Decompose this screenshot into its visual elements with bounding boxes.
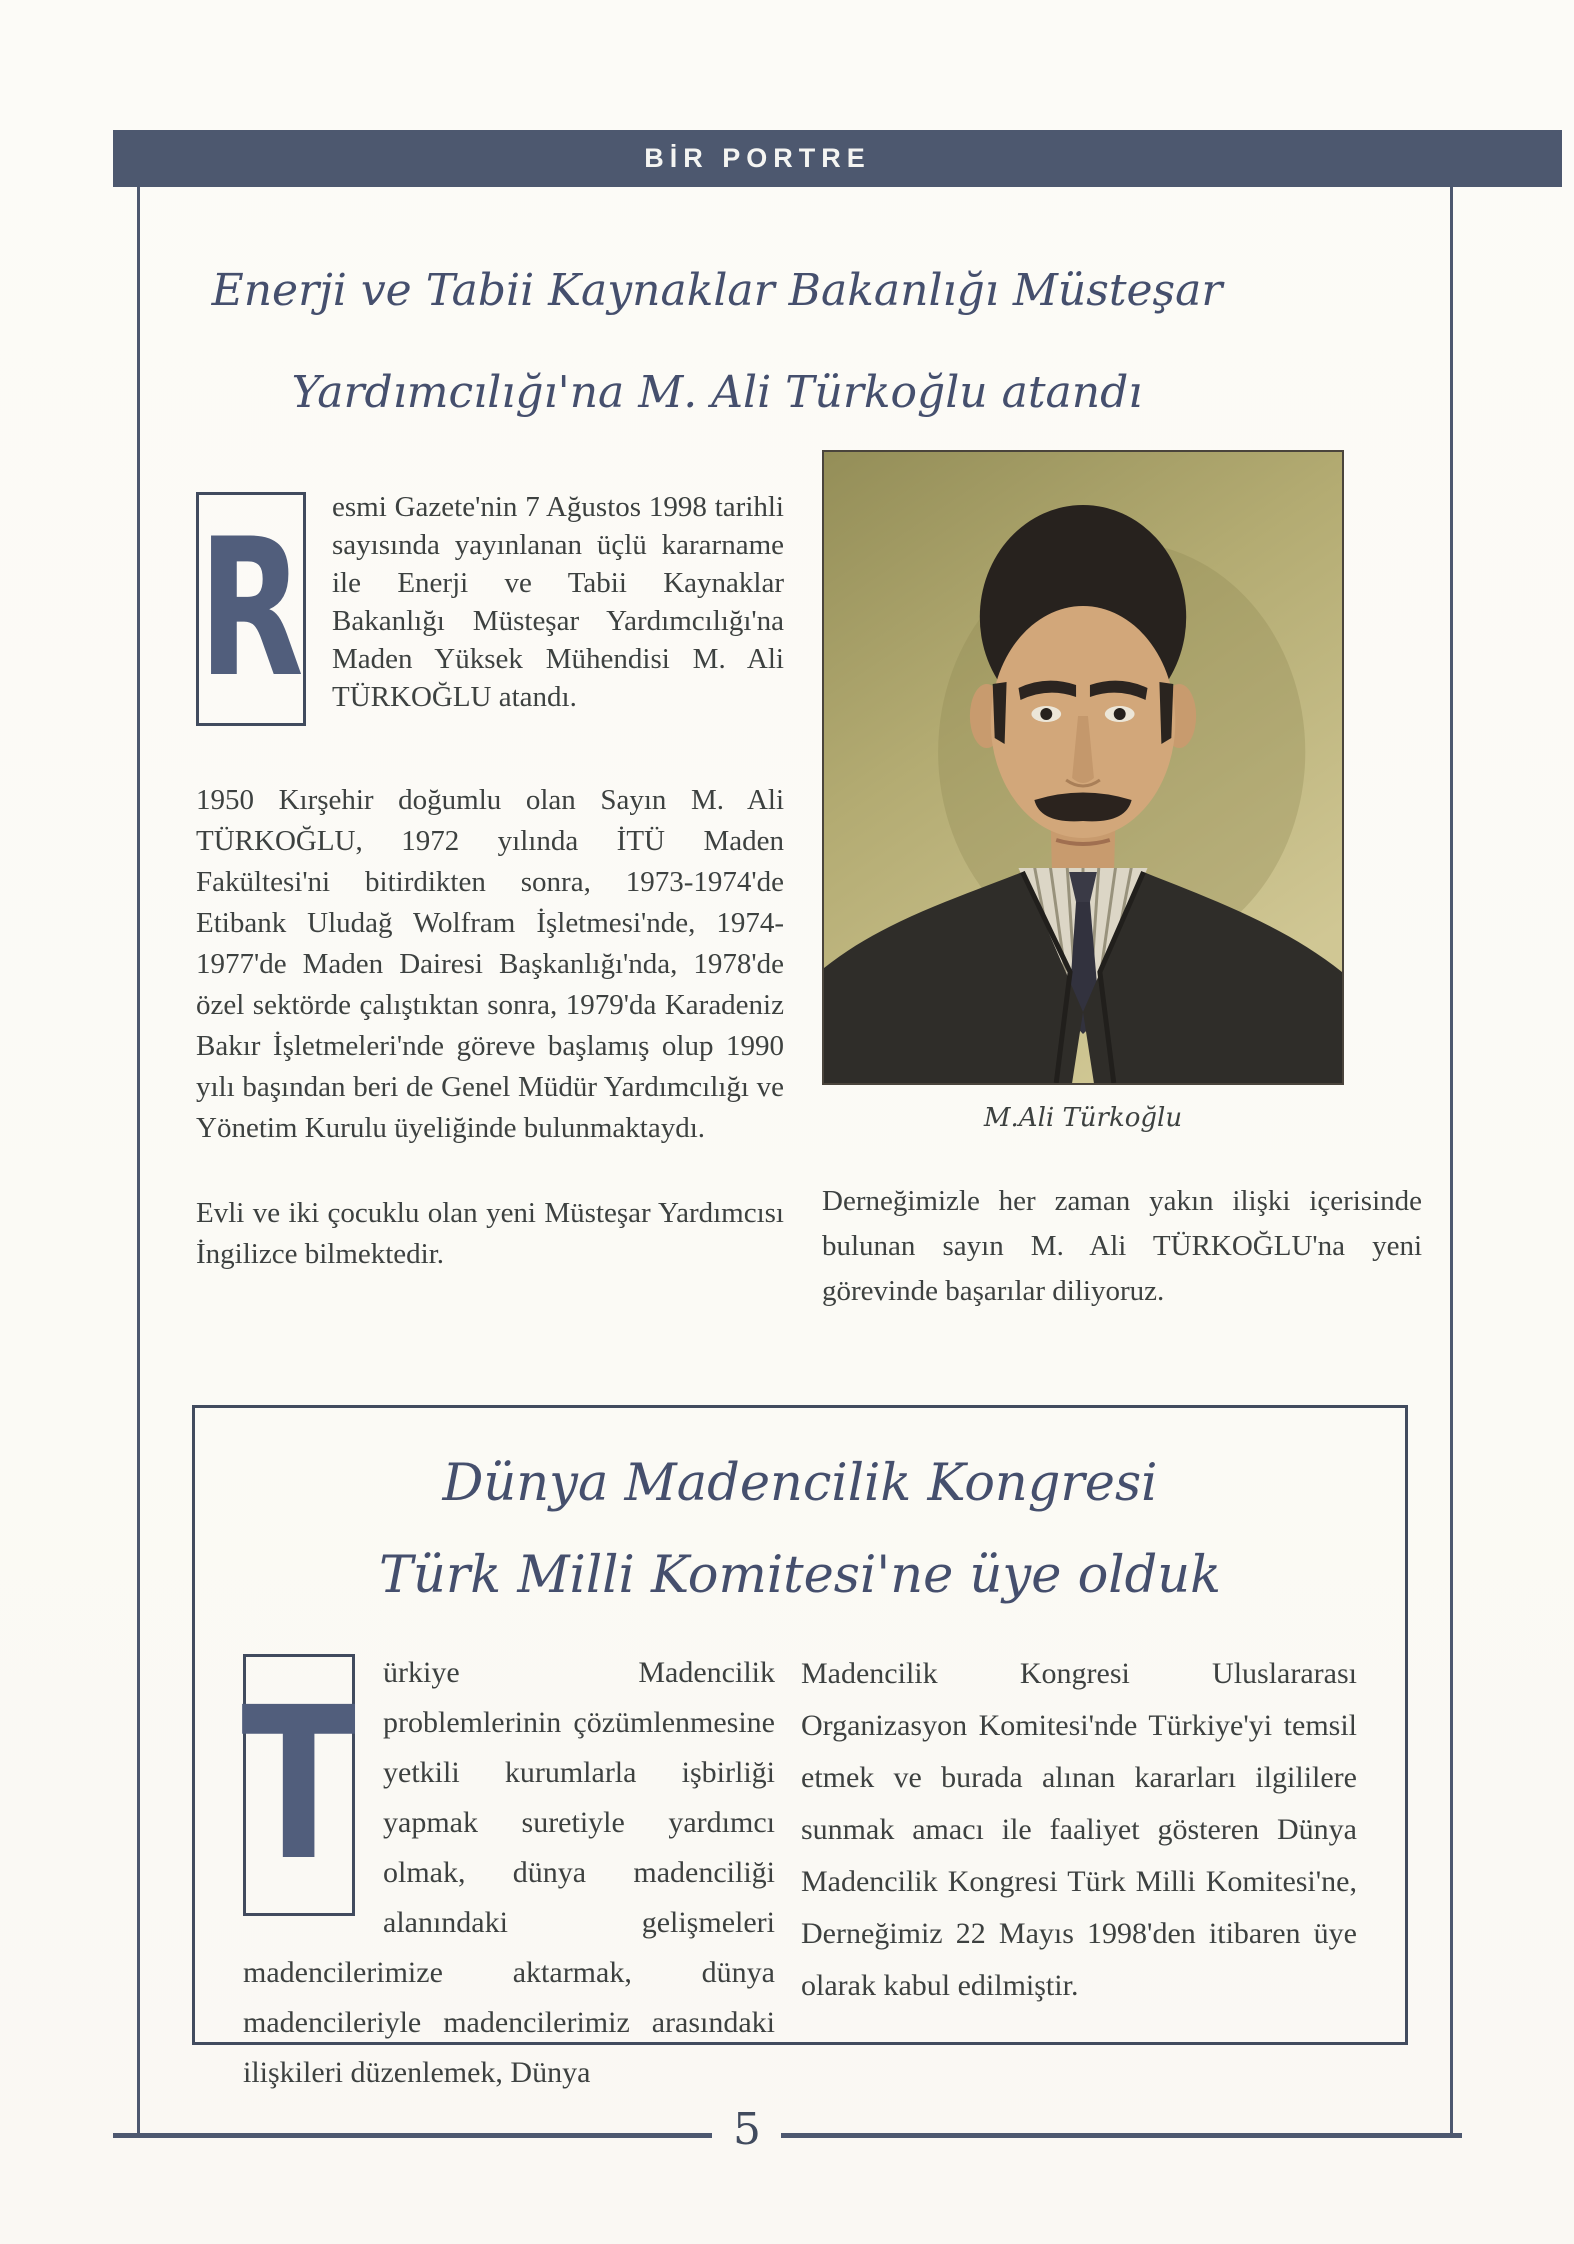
dropcap-box-r xyxy=(196,492,306,726)
article2-box xyxy=(192,1405,1408,2089)
page-frame-left-border xyxy=(137,187,140,2136)
article1-title-line2: Yardımcılığı'na M. Ali Türkoğlu atandı xyxy=(291,367,1143,418)
page-frame-right-border xyxy=(1450,187,1453,2136)
article2-title-line1: Dünya Madencilik Kongresi xyxy=(442,1454,1158,1513)
article2-title xyxy=(195,1438,1405,1622)
article2-right-column: Madencilik Kongresi Uluslararası Organizasyon Komitesi'nde Türkiye'yi temsil etmek ve burada alınan kararları ilgililere sunmak amacı ile faaliyet gösteren Dünya Madencilik Kongresi Türk Milli Komitesi'ne, Derneğimiz 22 Mayıs 1998'den itibaren üye olarak kabul edilmiştir. xyxy=(801,1657,1357,2002)
article2-columns xyxy=(195,1648,1405,2098)
photo-caption: M.Ali Türkoğlu xyxy=(983,1103,1183,1133)
article1-paragraph-biography: 1950 Kırşehir doğumlu olan Sayın M. Ali TÜRKOĞLU, 1972 yılında İTÜ Maden Fakültesi'ni bitirdikten sonra, 1973-1974'de Etibank Uludağ Wolfram İşletmesi'nde, 1974-1977'de Maden Dairesi Başkanlığı'nda, 1978'de özel sektörde çalıştıktan sonra, 1979'da Karadeniz Bakır İşletmeleri'nde göreve başlamış olup 1990 yılı başından beri de Genel Müdür Yardımcılığı ve Yönetim Kurulu üyeliğinde bulunmaktaydı. xyxy=(196,784,784,1144)
footer-rule-right xyxy=(781,2133,1462,2138)
section-header-bar xyxy=(113,130,1562,187)
dropcap-letter-r: R xyxy=(198,498,304,719)
article1-paragraph-personal: Evli ve iki çocuklu olan yeni Müsteşar Yardımcısı İngilizce bilmektedir. xyxy=(196,1197,784,1270)
portrait-photo-illustration xyxy=(824,452,1342,1083)
article2-title-line2: Türk Milli Komitesi'ne üye olduk xyxy=(378,1546,1222,1605)
article2-left-column xyxy=(243,1648,775,2098)
dropcap-box-t xyxy=(243,1654,355,1916)
article1-title-line1: Enerji ve Tabii Kaynaklar Bakanlığı Müsteşar xyxy=(211,265,1223,316)
footer-rule-left xyxy=(113,2133,712,2138)
article1-title xyxy=(137,240,1297,444)
article1-left-column xyxy=(196,488,784,1275)
article1-lead-text: esmi Gazete'nin 7 Ağustos 1998 tarihli sayısında yayınlanan üçlü kararname ile Enerji ve Tabii Kaynaklar Bakanlığı Müsteşar Yardımcılığı'na Maden Yüksek Mühendisi M. Ali TÜRKOĞLU atandı. xyxy=(332,491,784,713)
article1-right-column xyxy=(822,450,1422,1314)
article2-left-text: ürkiye Madencilik problemlerinin çözümlenmesine yetkili kurumlarla işbirliği yapmak suretiyle yardımcı olmak, dünya madenciliği alanındaki gelişmeleri madencilerimize aktarmak, dünya madencileriyle madencilerimiz arasındaki ilişkileri düzenlemek, Dünya xyxy=(243,1656,775,2089)
section-label: BİR PORTRE xyxy=(644,143,871,173)
page-number: 5 xyxy=(733,2104,761,2155)
article1-lead-paragraph xyxy=(196,488,784,719)
article1-closing-paragraph: Derneğimizle her zaman yakın ilişki içerisinde bulunan sayın M. Ali TÜRKOĞLU'na yeni görevinde başarılar diliyoruz. xyxy=(822,1185,1422,1307)
dropcap-letter-t: T xyxy=(241,1662,357,1907)
portrait-photo xyxy=(822,450,1344,1085)
